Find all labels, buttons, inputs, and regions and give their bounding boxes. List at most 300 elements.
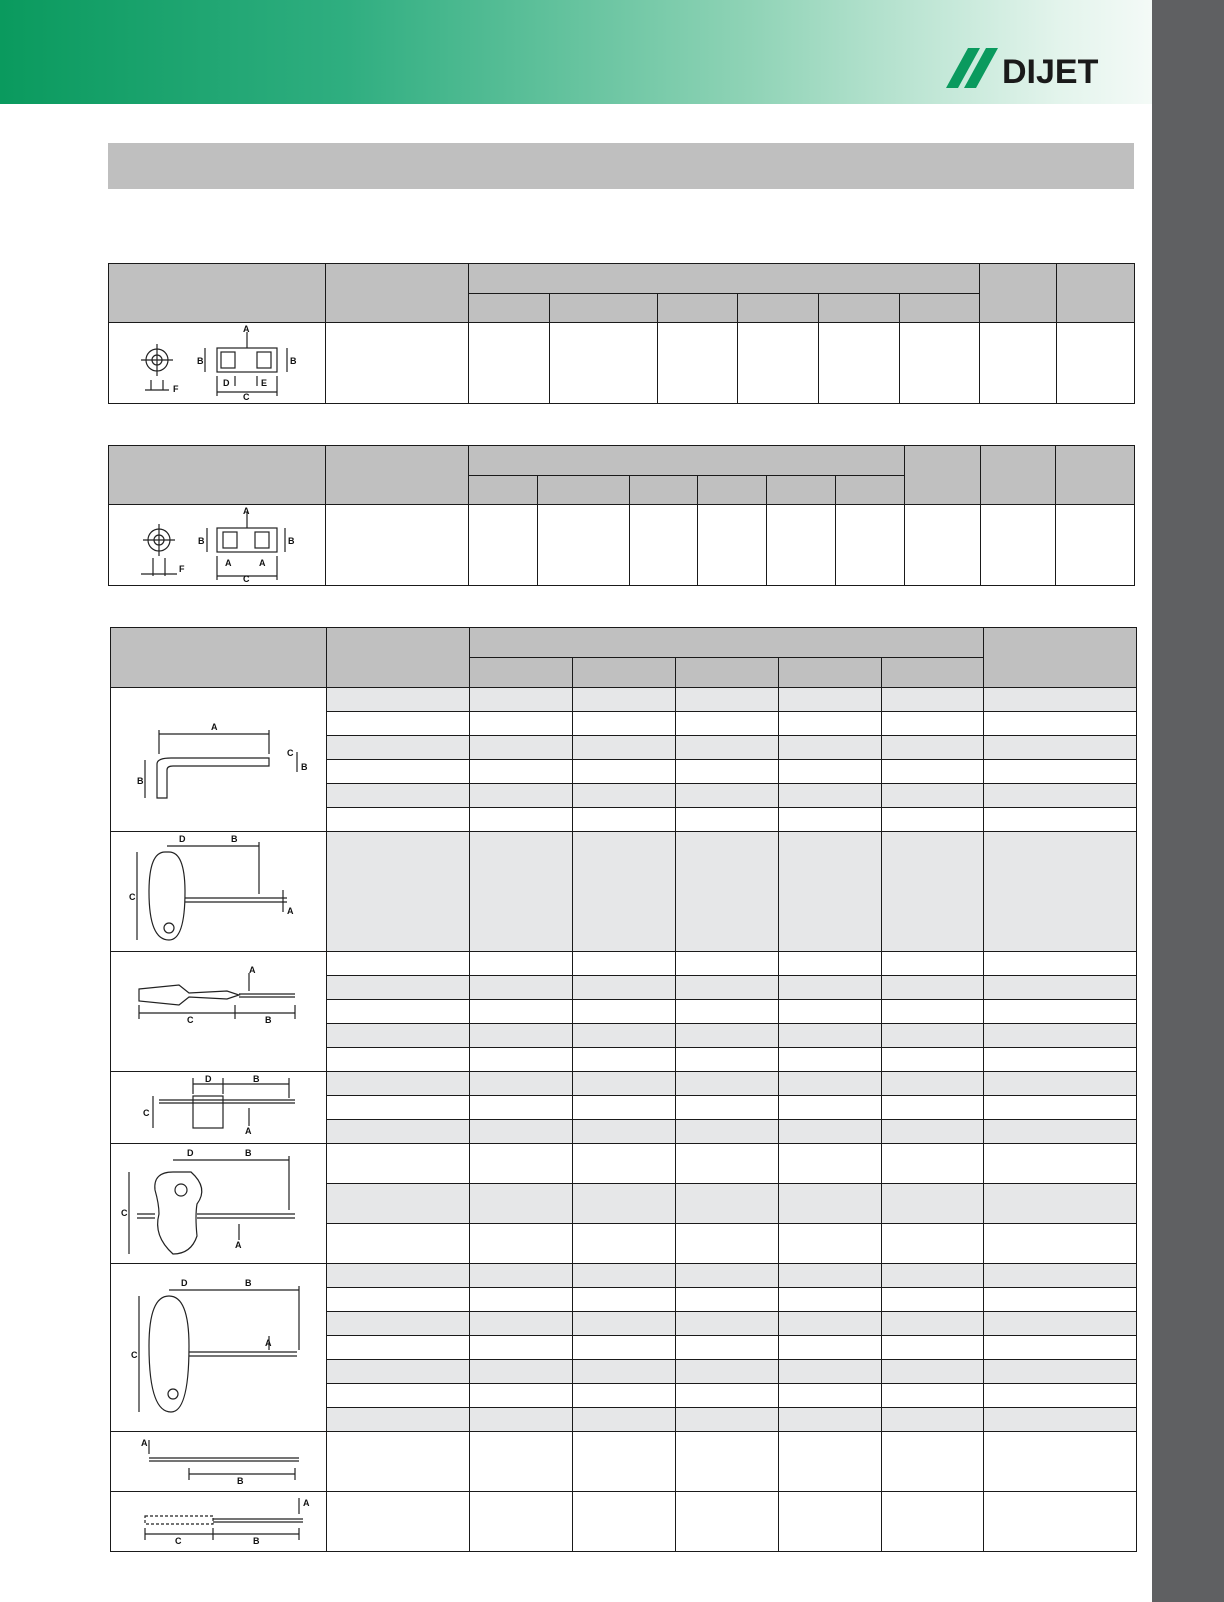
t3-cell [882,1264,984,1288]
t3-header-application [984,628,1137,688]
t3-cell [882,1048,984,1072]
t3-cell [676,784,779,808]
w1-label-c: C [286,748,293,758]
t2-cell [767,505,836,586]
t3-cell [882,1492,984,1552]
t1-label-c: C [243,391,250,400]
t2-sub-header [767,476,836,505]
t1-label-b-left: B [197,355,204,366]
w8-diagram-cell [111,1492,327,1552]
t3-cell [470,1144,573,1184]
t3-cell [882,1312,984,1336]
t3-cell [470,760,573,784]
t3-cell [882,760,984,784]
w3-label-a: A [248,965,255,975]
t3-cell [676,1492,779,1552]
t3-cell [779,1072,882,1096]
t3-cell [882,1336,984,1360]
t3-cell [470,1384,573,1408]
t3-cell [470,1000,573,1024]
t3-cell [779,736,882,760]
w6-label-c: C [130,1350,137,1360]
t3-cell [676,1312,779,1336]
t3-cell [573,1432,676,1492]
t3-cell [882,808,984,832]
t3-cell [470,1264,573,1288]
t3-cell [470,1312,573,1336]
t2-label-f: F [179,563,185,574]
t3-cell [327,736,470,760]
t3-cell [327,1000,470,1024]
t3-cell [984,1432,1137,1492]
t3-cell [470,712,573,736]
t3-cell [984,1264,1137,1288]
t3-cell [573,712,676,736]
t3-cell [984,784,1137,808]
t3-cell [984,1224,1137,1264]
t3-cell [327,1184,470,1224]
t3-cell [676,736,779,760]
w2-diagram-cell [111,832,327,952]
t3-cell [327,1288,470,1312]
t3-cell [573,1288,676,1312]
right-sidebar-bar [1152,0,1224,1602]
t1-sub-header [658,294,738,323]
t3-sub-header [882,658,984,688]
t3-cell [327,832,470,952]
t1-cell [819,323,900,404]
t3-cell [676,1072,779,1096]
t3-cell [984,976,1137,1000]
t3-cell [779,1492,882,1552]
t3-cell [779,1096,882,1120]
t3-cell [327,1264,470,1288]
t3-cell [327,976,470,1000]
t3-cell [573,1492,676,1552]
t2-header-shape [109,446,326,505]
t3-cell [984,1072,1137,1096]
t3-cell [676,1360,779,1384]
t3-sub-header [470,658,573,688]
t3-cell [470,1184,573,1224]
t3-cell [470,1024,573,1048]
t1-sub-header [469,294,550,323]
w5-label-c: C [120,1208,127,1218]
t3-cell [882,1024,984,1048]
t3-cell [676,976,779,1000]
t1-screw-diagram [117,324,317,400]
t3-cell [882,712,984,736]
t3-cell [327,760,470,784]
t3-header-code [327,628,470,688]
w4-label-a: A [244,1126,251,1136]
t3-cell [573,952,676,976]
t3-cell [327,1048,470,1072]
t3-cell [327,688,470,712]
t3-cell [984,1288,1137,1312]
w4-diagram-cell [111,1072,327,1144]
t3-cell [676,1408,779,1432]
t3-cell [779,1432,882,1492]
t3-cell [327,712,470,736]
t3-cell [882,1144,984,1184]
t3-cell [470,832,573,952]
t3-cell [573,1336,676,1360]
t3-cell [327,1336,470,1360]
t2-cell [469,505,538,586]
w3-label-b: B [264,1015,271,1025]
t1-header-dimensions [469,264,980,294]
t3-cell [676,1000,779,1024]
t2-label-b-left: B [198,535,205,546]
t3-cell [779,1264,882,1288]
t3-cell [882,1224,984,1264]
t3-cell [470,1336,573,1360]
w5-label-b: B [244,1148,251,1158]
w1-diagram-cell [111,688,327,832]
t1-cell [658,323,738,404]
t1-diagram-cell [109,323,326,404]
t3-cell [779,808,882,832]
w1-label-a: A [210,722,217,732]
t3-cell [984,1360,1137,1384]
t1-cell [550,323,658,404]
t3-cell [882,952,984,976]
t3-cell [984,1048,1137,1072]
w4-label-d: D [204,1074,211,1084]
w4-label-c: C [142,1108,149,1118]
t3-cell [779,1384,882,1408]
t2-header-code [326,446,469,505]
w7-label-b: B [236,1476,243,1486]
t3-cell [984,1184,1137,1224]
t3-cell [882,1000,984,1024]
t3-cell [882,1384,984,1408]
t3-cell [984,712,1137,736]
flag-wrench-diagram [119,1072,319,1140]
screwdriver-diagram [119,953,319,1067]
t3-cell [470,1492,573,1552]
t3-cell [470,784,573,808]
t2-screw-diagram [117,506,317,582]
t3-cell [882,1096,984,1120]
t1-header-extra-1 [980,264,1057,323]
w1-label-b2: B [300,762,307,772]
t3-cell [882,832,984,952]
w2-label-d: D [178,834,185,844]
w2-label-c: C [128,892,135,902]
bit-shank-diagram [119,1492,319,1548]
t2-cell [538,505,630,586]
t1-label-e: E [261,377,268,388]
w6-label-a: A [264,1338,271,1348]
t3-cell [470,1120,573,1144]
t3-cell [882,976,984,1000]
t3-cell [676,1048,779,1072]
t3-cell [327,1492,470,1552]
t3-cell [882,1120,984,1144]
t3-cell [573,1072,676,1096]
t3-cell [779,952,882,976]
logo-text: DIJET [1002,53,1099,90]
t3-cell [779,712,882,736]
w2-label-a: A [286,906,293,916]
t-handle-large-diagram [119,1266,319,1426]
t3-cell [573,1184,676,1224]
w7-label-a: A [140,1438,147,1448]
t3-cell [882,1184,984,1224]
t2-header-dimensions [469,446,905,476]
t3-cell [779,1000,882,1024]
w3-diagram-cell [111,952,327,1072]
t1-label-d: D [223,377,230,388]
t3-cell [984,760,1137,784]
t3-cell [573,1312,676,1336]
t2-sub-header [469,476,538,505]
t2-label-a-right: A [259,557,266,568]
spec-table-2 [108,445,1135,586]
t3-cell [779,1048,882,1072]
t3-cell [470,1288,573,1312]
t1-header-shape [109,264,326,323]
w6-label-d: D [180,1278,187,1288]
t3-header-dimensions [470,628,984,658]
t3-cell [676,1096,779,1120]
t2-cell [326,505,469,586]
t3-cell [470,952,573,976]
t3-cell [779,1224,882,1264]
t3-cell [779,688,882,712]
bit-diagram [119,1432,319,1488]
t1-cell [326,323,469,404]
t3-cell [984,808,1137,832]
t3-cell [779,1120,882,1144]
t3-cell [984,1120,1137,1144]
t1-sub-header [738,294,819,323]
t3-cell [779,1408,882,1432]
t2-sub-header [538,476,630,505]
t3-cell [327,808,470,832]
t1-header-extra-2 [1057,264,1135,323]
w6-label-b: B [244,1278,251,1288]
t3-cell [676,1184,779,1224]
t3-cell [573,1224,676,1264]
t3-cell [470,736,573,760]
t3-cell [470,1096,573,1120]
t2-cell [836,505,905,586]
t-handle-wrench-diagram [119,832,319,948]
t2-cell [981,505,1056,586]
t3-cell [676,808,779,832]
w8-label-a: A [302,1498,309,1508]
section-title-bar [108,143,1134,189]
hex-key-diagram [119,690,319,826]
t2-cell [630,505,698,586]
t3-cell [327,1144,470,1184]
t2-label-b-right: B [288,535,295,546]
t1-cell [469,323,550,404]
dijet-logo [940,40,1140,90]
t3-cell [573,976,676,1000]
wrench-table [110,627,1137,1552]
t3-cell [984,1144,1137,1184]
t3-cell [984,736,1137,760]
t3-cell [327,1312,470,1336]
grip-wrench-diagram [119,1144,319,1260]
t3-cell [327,1408,470,1432]
t3-cell [984,1492,1137,1552]
t3-cell [676,712,779,736]
t3-sub-header [573,658,676,688]
t3-cell [779,1144,882,1184]
t3-cell [882,1432,984,1492]
t3-cell [327,1120,470,1144]
t3-cell [676,760,779,784]
t3-cell [327,1072,470,1096]
t3-cell [882,688,984,712]
t3-cell [676,1144,779,1184]
t3-cell [882,1288,984,1312]
t3-cell [573,1360,676,1384]
t3-cell [573,808,676,832]
t3-cell [882,1360,984,1384]
t3-header-shape [111,628,327,688]
t2-diagram-cell [109,505,326,586]
w5-label-d: D [186,1148,193,1158]
t3-cell [984,832,1137,952]
t3-cell [573,1408,676,1432]
t3-cell [573,784,676,808]
t3-cell [573,736,676,760]
w3-label-c: C [186,1015,193,1025]
t3-cell [327,1096,470,1120]
t3-cell [470,808,573,832]
w5-label-a: A [234,1240,241,1250]
t3-cell [573,688,676,712]
t3-sub-header [676,658,779,688]
w2-label-b: B [230,834,237,844]
t3-cell [779,784,882,808]
t3-cell [779,832,882,952]
w7-diagram-cell [111,1432,327,1492]
t3-cell [470,1224,573,1264]
t3-cell [779,1288,882,1312]
t2-cell [905,505,981,586]
t3-cell [470,1360,573,1384]
t3-cell [676,1024,779,1048]
t1-header-code [326,264,469,323]
t3-cell [676,1120,779,1144]
t3-cell [984,1000,1137,1024]
t2-sub-header [698,476,767,505]
t3-cell [327,784,470,808]
t3-cell [327,952,470,976]
t3-cell [573,1384,676,1408]
t3-cell [676,1288,779,1312]
t2-cell [698,505,767,586]
t1-sub-header [819,294,900,323]
t1-sub-header [900,294,980,323]
t1-cell [1057,323,1135,404]
t3-cell [327,1224,470,1264]
w4-label-b: B [252,1074,259,1084]
t3-cell [779,760,882,784]
t3-cell [470,976,573,1000]
t3-cell [984,1024,1137,1048]
t2-header-extra-2 [981,446,1056,505]
t3-cell [676,1224,779,1264]
t2-sub-header [630,476,698,505]
t3-cell [779,1360,882,1384]
w8-label-c: C [174,1536,181,1546]
t3-cell [676,1384,779,1408]
t2-cell [1056,505,1135,586]
t3-cell [984,1312,1137,1336]
t2-label-a-left: A [225,557,232,568]
t1-cell [900,323,980,404]
t3-cell [779,1024,882,1048]
t3-cell [676,1264,779,1288]
t3-cell [573,760,676,784]
t3-cell [470,688,573,712]
t3-sub-header [779,658,882,688]
t3-cell [470,1408,573,1432]
t3-cell [573,1000,676,1024]
t3-cell [676,952,779,976]
t1-label-a: A [243,323,250,334]
t3-cell [779,1184,882,1224]
t3-cell [573,1096,676,1120]
w1-label-b: B [136,776,143,786]
w5-diagram-cell [111,1144,327,1264]
t3-cell [470,1048,573,1072]
t2-label-a: A [243,505,250,516]
t3-cell [882,1072,984,1096]
t3-cell [327,1384,470,1408]
t3-cell [327,1360,470,1384]
t3-cell [984,952,1137,976]
t1-sub-header [550,294,658,323]
w8-label-b: B [252,1536,259,1546]
t3-cell [984,1384,1137,1408]
t2-sub-header [836,476,905,505]
t3-cell [470,1072,573,1096]
t3-cell [882,784,984,808]
t3-cell [779,1312,882,1336]
t2-header-extra-1 [905,446,981,505]
t3-cell [573,1048,676,1072]
t3-cell [882,1408,984,1432]
t3-cell [984,1096,1137,1120]
t3-cell [327,1432,470,1492]
t3-cell [573,1144,676,1184]
w6-diagram-cell [111,1264,327,1432]
t3-cell [984,1336,1137,1360]
t2-label-c: C [243,573,250,582]
spec-table-1 [108,263,1135,404]
t3-cell [676,832,779,952]
t3-cell [573,1120,676,1144]
t1-label-b-right: B [290,355,297,366]
t3-cell [676,688,779,712]
t3-cell [984,1408,1137,1432]
t3-cell [573,1024,676,1048]
t3-cell [984,688,1137,712]
t2-header-extra-3 [1056,446,1135,505]
t3-cell [676,1336,779,1360]
t3-cell [779,1336,882,1360]
t1-label-f: F [173,383,179,394]
